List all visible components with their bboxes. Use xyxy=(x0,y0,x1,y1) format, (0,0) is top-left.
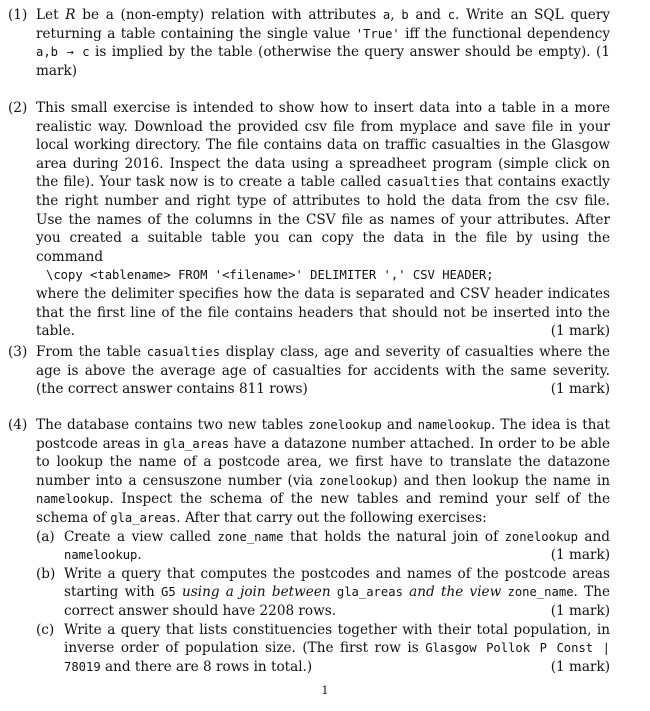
question-number: (2) xyxy=(8,100,28,116)
text-run: . The correct answer should have 2208 rows. xyxy=(64,584,610,619)
text-run: be a (non-empty) relation with attributes xyxy=(75,7,383,23)
text-run: The database contains two new tables xyxy=(36,417,309,433)
page-number: 1 xyxy=(321,684,329,697)
subquestion-label: (c) xyxy=(36,621,55,638)
table-name: casualties xyxy=(146,345,221,359)
question-4 xyxy=(8,416,610,676)
subquestion-a xyxy=(36,528,610,565)
table-name: zonelookup xyxy=(319,473,393,488)
view-name: zone_name xyxy=(217,529,284,544)
postcode-prefix: G5 xyxy=(161,585,176,600)
text-run: and xyxy=(381,417,418,433)
attribute-name: a xyxy=(382,8,391,22)
text-run: Let xyxy=(36,7,66,23)
attribute-name: b xyxy=(401,8,409,22)
question-number: (3) xyxy=(8,344,28,360)
text-run: . The idea is that postcode areas in xyxy=(36,417,610,452)
copy-command: \copy <tablename> FROM '<filename>' DELIMITER ',' CSV HEADER; xyxy=(46,268,494,283)
subquestion-c xyxy=(36,621,610,677)
text-run: This small exercise is intended to show how to insert data into a table in a more realistic way. Download the provided csv file from myplace and save file in your local working directory. The file contains data on traffic casualties in the Glasgow area during 2016. Inspect the data using a spreadheet program (simple click on the file). Your task now is to create a table called xyxy=(36,100,610,191)
text-run: Create a view called xyxy=(64,528,218,545)
question-text xyxy=(36,343,610,399)
text-run: . Write an SQL query returning a table containing the single value xyxy=(36,7,610,42)
text-run: Write a query that lists constituencies together with their total population, in inverse order of population size. (The first row is xyxy=(64,621,610,657)
text-run: display class, age and severity of casualties where the age is above the average age of casualties for accidents with the same severity. (the correct answer contains 811 rows) xyxy=(36,344,610,398)
functional-dependency: a,b → c xyxy=(36,45,90,60)
table-name: namelookup xyxy=(417,418,491,432)
subquestion-label: (a) xyxy=(36,528,55,545)
code-literal: 'True' xyxy=(355,26,400,41)
question-text xyxy=(36,416,610,676)
question-number: (1) xyxy=(8,7,28,23)
text-run: using a join between xyxy=(175,584,337,601)
question-text xyxy=(36,99,610,341)
text-run: and xyxy=(408,7,448,23)
table-name: gla_areas xyxy=(336,585,403,600)
text-run: that holds the natural join of xyxy=(283,528,505,545)
question-number: (4) xyxy=(8,417,28,433)
text-run: where the delimiter specifies how the data is separated and CSV header indicates that the first line of the file contains headers that should not be inserted into the table. xyxy=(36,285,610,340)
table-name: casualties xyxy=(386,175,460,190)
mark-label: (1 mark) xyxy=(550,323,610,340)
mark-label: (1 mark) xyxy=(550,381,610,398)
text-run: and xyxy=(577,528,610,545)
view-name: zone_name xyxy=(507,585,574,600)
text-run: and the view xyxy=(402,584,508,601)
mark-label: (1 mark) xyxy=(550,547,610,564)
question-3 xyxy=(8,343,610,399)
result-row: Glasgow Pollok P Const | 78019 xyxy=(64,641,610,674)
table-name: gla_areas xyxy=(110,510,177,525)
table-name: zonelookup xyxy=(504,529,578,544)
table-name: namelookup xyxy=(36,492,110,507)
attribute-name: c xyxy=(447,8,456,22)
table-name: gla_areas xyxy=(163,436,230,451)
subquestion-b xyxy=(36,565,610,621)
text-run: Write a query that computes the postcodes and names of the postcode areas starting with xyxy=(64,565,610,601)
text-run: , xyxy=(390,7,402,23)
question-1 xyxy=(8,6,610,80)
text-run: iff the functional dependency xyxy=(399,25,611,42)
question-intro xyxy=(36,416,610,528)
math-variable: R xyxy=(65,7,76,23)
table-name: zonelookup xyxy=(308,418,382,432)
text-run: have a datazone number attached. In order to be able to lookup the name of a postcode area, we first have to translate the datazone number into a censuszone number (via xyxy=(36,435,611,489)
text-run: . Inspect the schema of the new tables and remind your self of the schema of xyxy=(36,491,610,526)
text-run: From the table xyxy=(36,344,147,360)
subquestion-label: (b) xyxy=(36,565,56,582)
text-run: ) and then lookup the name in xyxy=(392,472,610,489)
table-name: namelookup xyxy=(64,548,138,563)
text-run: . xyxy=(137,547,142,564)
text-run: is implied by the table (otherwise the query answer should be empty). (1 mark) xyxy=(36,44,610,79)
text-run: and there are 8 rows in total.) xyxy=(100,658,313,675)
mark-label: (1 mark) xyxy=(550,658,610,675)
question-2 xyxy=(8,99,610,341)
mark-label: (1 mark) xyxy=(550,602,610,619)
text-run: that contains exactly the right number and right type of attributes to hold the data from the csv file. Use the names of the columns in the CSV file as names of your attributes. After you created a suitable table you can copy the data in the file by using the command xyxy=(36,174,610,265)
text-run: . After that carry out the following exercises: xyxy=(176,509,487,526)
question-text xyxy=(36,6,610,80)
